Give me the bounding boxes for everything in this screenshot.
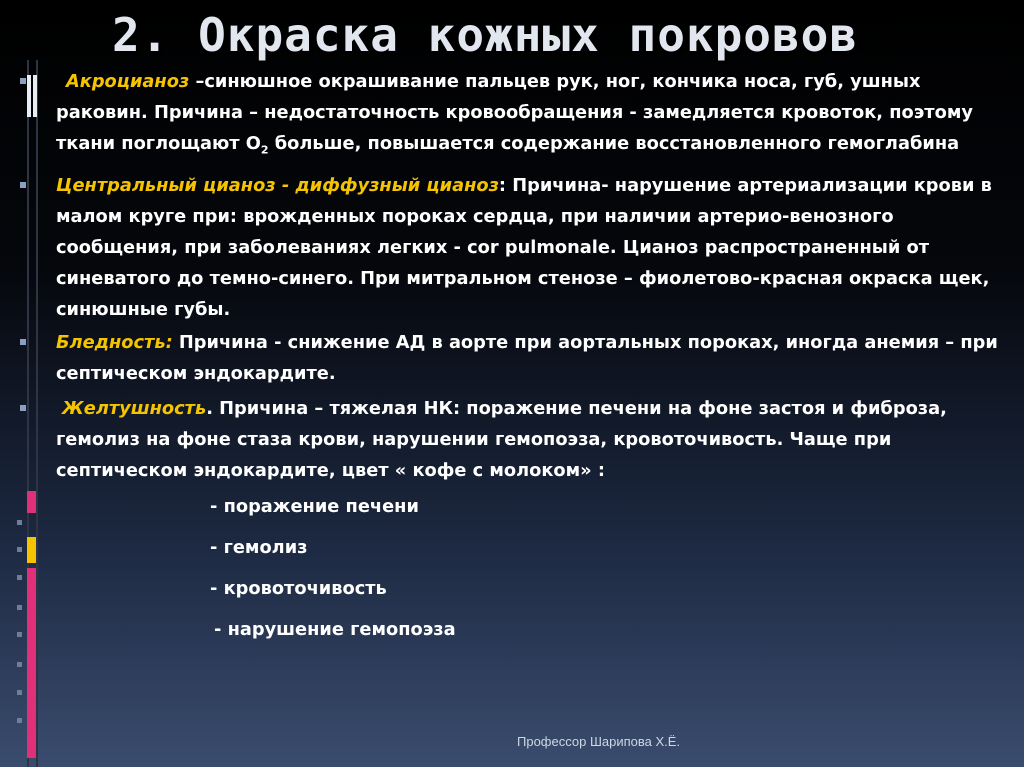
strip-bar	[33, 75, 37, 117]
strip-line	[36, 60, 38, 767]
slide-content	[56, 66, 1006, 650]
paragraph-text: . Причина – тяжелая НК: поражение печени на фоне застоя и фиброза, гемолиз на фоне стаза крови, нарушении гемопоэза, кровоточивость. Чаще при септическом эндокардите, цвет « кофе с молоком» :	[56, 397, 947, 481]
decorative-side-strip	[0, 0, 38, 767]
bullet-icon	[20, 405, 26, 411]
bullet-icon	[20, 182, 26, 188]
sublist-item: - гемолиз	[210, 536, 308, 558]
strip-bar-yellow	[27, 537, 36, 563]
paragraph-acrocyanosis	[56, 66, 1006, 166]
keyword-jaundice: Желтушность	[62, 397, 207, 419]
sublist-item: - нарушение гемопоэза	[214, 618, 456, 640]
subscript-2: 2	[260, 143, 269, 157]
strip-bar-pink	[27, 491, 36, 513]
strip-bar-pink	[27, 568, 36, 758]
paragraph-text: : Причина- нарушение артериализации крови в малом круге при: врожденных пороках сердца, при наличии артерио-венозного сообщения, при заболеваниях легких - cor pulmonale. Цианоз распространенный от синеватого до темно-синего. При митральном стенозе – фиолетово-красная окраска щек, синюшные губы.	[56, 174, 992, 320]
paragraph-text: –синюшное окрашивание пальцев рук, ног, кончика носа, губ, ушных раковин. Причина – недостаточность кровообращения - замедляется кровоток, поэтому ткани поглощают О	[56, 71, 973, 154]
keyword-central-cyanosis: Центральный цианоз - диффузный цианоз	[56, 174, 499, 196]
keyword-pallor: Бледность:	[56, 331, 173, 353]
strip-bar	[27, 75, 31, 117]
paragraph-jaundice	[56, 393, 1006, 486]
sublist-item: - кровоточивость	[210, 577, 387, 599]
bullet-icon	[20, 339, 26, 345]
paragraph-text-after: больше, повышается содержание восстановленного гемоглабина	[268, 133, 960, 154]
keyword-acrocyanosis: Акроцианоз	[66, 71, 196, 92]
slide-title: 2. Окраска кожных покровов	[112, 8, 859, 62]
bullet-icon	[20, 78, 26, 84]
paragraph-central-cyanosis	[56, 170, 1006, 325]
sublist-item: - поражение печени	[210, 495, 419, 517]
paragraph-text: Причина - снижение АД в аорте при аортальных пороках, иногда анемия – при септическом эндокардите.	[56, 331, 998, 384]
footer-author: Профессор Шарипова Х.Ё.	[517, 734, 681, 749]
paragraph-pallor	[56, 327, 1006, 389]
